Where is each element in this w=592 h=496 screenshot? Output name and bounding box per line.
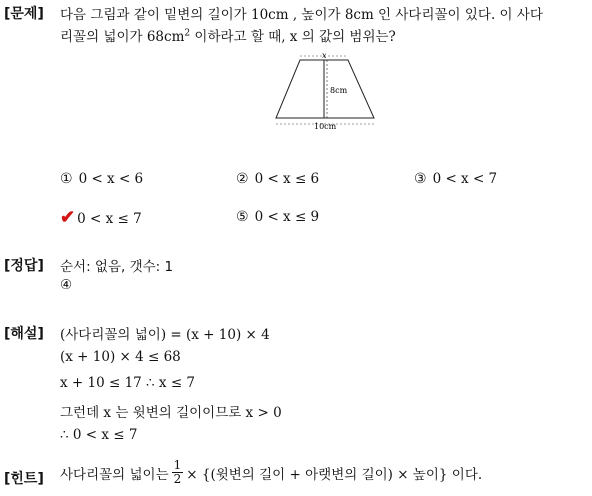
choice-3-text: 0 < x < 7 (432, 171, 498, 187)
solution-line-1: (사다리꼴의 넓이) = (x + 10) × 4 (60, 327, 270, 343)
height-label: 8cm (330, 86, 348, 95)
choice-1-num: ① (60, 171, 73, 187)
choice-3[interactable] (414, 171, 497, 187)
hint-post: × {(윗변의 길이 + 아랫변의 길이) × 높이} 이다. (186, 466, 483, 483)
solution-line-4: 그런데 x 는 윗변의 길이이므로 x > 0 (60, 405, 282, 421)
solution-line-3: x + 10 ≤ 17 ∴ x ≤ 7 (60, 375, 196, 391)
hint-frac-num: 1 (173, 458, 182, 472)
problem-line-2-post: 이하라고 할 때, x 의 값의 범위는? (190, 29, 396, 45)
hint-fraction (172, 459, 184, 486)
check-mark-icon: ✔ (60, 207, 76, 228)
problem-line-2 (60, 25, 396, 45)
choice-1-text: 0 < x < 6 (78, 171, 144, 187)
solution-label: [해설] (4, 326, 44, 342)
solution-line-2: (x + 10) × 4 ≤ 68 (60, 349, 181, 365)
hint-frac-den: 2 (173, 472, 182, 486)
top-label: x (322, 51, 327, 60)
choice-3-num: ③ (414, 171, 427, 187)
problem-line-1: 다음 그림과 같이 밑변의 길이가 10cm , 높이가 8cm 인 사다리꼴이 있다. 이 사다 (60, 7, 543, 23)
choice-5[interactable] (236, 209, 319, 225)
problem-line-2-pre: 리꼴의 넓이가 68cm (60, 29, 185, 45)
choice-4-text: 0 < x ≤ 7 (77, 211, 142, 227)
solution-line-5: ∴ 0 < x ≤ 7 (60, 427, 138, 443)
choice-5-text: 0 < x ≤ 9 (254, 209, 320, 225)
problem-line-2-sup: 2 (184, 28, 191, 39)
answer-line-1: 순서: 없음, 갯수: 1 (60, 259, 174, 275)
answer-label: [정답] (4, 258, 44, 274)
choice-2[interactable] (236, 171, 319, 187)
answer-line-2: ④ (60, 277, 73, 293)
choice-5-num: ⑤ (236, 209, 249, 225)
hint-label: [힌트] (4, 471, 44, 487)
choice-1[interactable] (60, 171, 143, 187)
choice-2-num: ② (236, 171, 249, 187)
trapezoid-figure (272, 50, 378, 134)
problem-label: [문제] (4, 6, 44, 22)
choice-4[interactable] (60, 207, 142, 228)
choice-2-text: 0 < x ≤ 6 (254, 171, 320, 187)
hint-pre: 사다리꼴의 넓이는 (60, 466, 169, 483)
trapezoid-shape (276, 60, 374, 118)
hint-line (60, 459, 482, 486)
bottom-label: 10cm (314, 122, 337, 131)
